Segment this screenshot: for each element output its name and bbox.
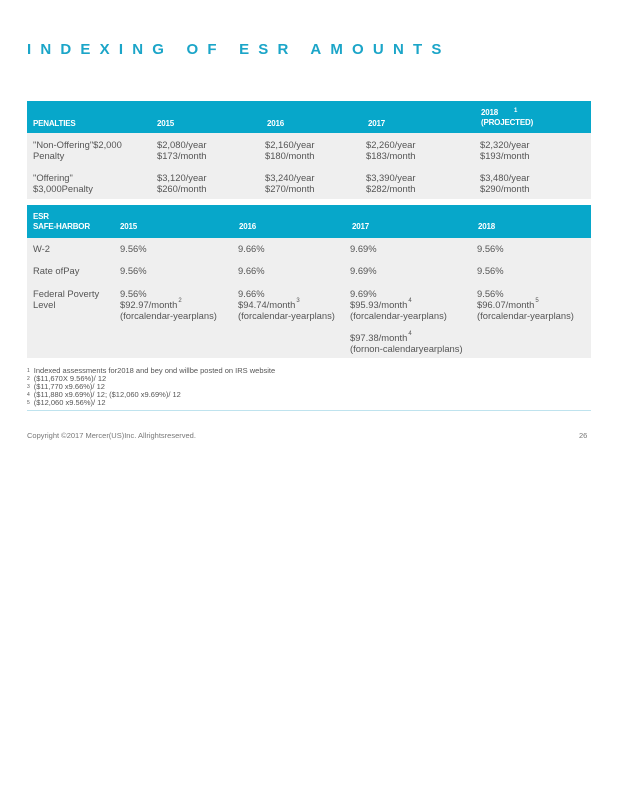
cell-2018-rate: 9.56% (477, 288, 504, 299)
header-esr: ESR (33, 212, 49, 221)
footnote-text: ($11,770 x9.66%)/ 12 (33, 382, 105, 391)
header-2015: 2015 (157, 119, 174, 128)
footnote-mark: 3 (27, 384, 30, 390)
amount-text: $97.38/month (350, 332, 408, 343)
cell-2017: $282/month (366, 183, 416, 194)
footnote-mark: 4 (408, 331, 412, 337)
cell-2018: $290/month (480, 183, 530, 194)
cell-2018: $2,320/year (480, 139, 530, 150)
cell-2018-note: (forcalendar-yearplans) (477, 310, 574, 321)
copyright: Copyright ©2017 Mercer(US)Inc. Allrightsreserved. (27, 431, 196, 440)
cell-2015: 9.56% (120, 243, 147, 254)
row-label-fpl-line2: Level (33, 299, 56, 310)
amount-text: $95.93/month (350, 299, 408, 310)
cell-2017-rate: 9.69% (350, 288, 377, 299)
footnote-mark: 2 (27, 376, 30, 382)
cell-2018: $3,480/year (480, 172, 530, 183)
header-2015: 2015 (120, 222, 137, 231)
cell-2017-extra-amount (350, 332, 412, 343)
cell-2016: 9.66% (238, 265, 265, 276)
footnote-mark: 4 (408, 298, 412, 304)
header-penalties: PENALTIES (33, 119, 76, 128)
header-2018: 2018 (478, 222, 495, 231)
header-safe-harbor: SAFE-HARBOR (33, 222, 90, 231)
footnote-mark: 2 (178, 298, 182, 304)
footnote-text: ($11,880 x9.69%)/ 12; ($12,060 x9.69%)/ 12 (33, 390, 181, 399)
cell-2016-amount (238, 299, 300, 310)
penalties-header (27, 101, 591, 133)
cell-2015: $3,120/year (157, 172, 207, 183)
footer-divider (27, 410, 591, 411)
cell-2016-rate: 9.66% (238, 288, 265, 299)
cell-2017-amount (350, 299, 412, 310)
footnote-text: Indexed assessments for2018 and bey ond willbe posted on IRS website (33, 366, 276, 375)
cell-2015-note: (forcalendar-yearplans) (120, 310, 217, 321)
cell-2017-note: (forcalendar-yearplans) (350, 310, 447, 321)
penalties-body (27, 133, 591, 199)
cell-2015-rate: 9.56% (120, 288, 147, 299)
footnote-mark: 5 (535, 298, 539, 304)
footnote-mark: 3 (296, 298, 300, 304)
cell-2016: $180/month (265, 150, 315, 161)
cell-2016: $3,240/year (265, 172, 315, 183)
cell-2016-note: (forcalendar-yearplans) (238, 310, 335, 321)
cell-2018: 9.56% (477, 243, 504, 254)
cell-2015-amount (120, 299, 182, 310)
row-label-line1: "Non-Offering"$2,000 (33, 139, 122, 150)
header-2017: 2017 (352, 222, 369, 231)
footnote-text: ($12,060 x9.56%)/ 12 (33, 398, 106, 407)
amount-text: $92.97/month (120, 299, 178, 310)
header-2018-year: 2018 (481, 108, 498, 117)
footnote-5 (27, 399, 106, 407)
cell-2015: $2,080/year (157, 139, 207, 150)
footnote-mark: 1 (514, 108, 518, 114)
cell-2015: $260/month (157, 183, 207, 194)
safe-harbor-table (27, 205, 591, 358)
row-label-w2: W-2 (33, 243, 51, 254)
cell-2018: 9.56% (477, 265, 504, 276)
header-projected: (PROJECTED) (481, 118, 534, 127)
cell-2015: $173/month (157, 150, 207, 161)
page-number: 26 (579, 431, 588, 440)
safe-harbor-header (27, 205, 591, 238)
footnote-mark: 5 (27, 400, 30, 406)
cell-2016: $270/month (265, 183, 315, 194)
header-2016: 2016 (267, 119, 284, 128)
row-label-fpl-line1: Federal Poverty (33, 288, 100, 299)
cell-2017: $3,390/year (366, 172, 416, 183)
header-2017: 2017 (368, 119, 385, 128)
penalties-table (27, 101, 591, 199)
cell-2017-extra-note: (fornon-calendaryearplans) (350, 343, 463, 354)
cell-2018: $193/month (480, 150, 530, 161)
footnote-mark: 1 (27, 368, 30, 374)
row-label-line1: "Offering" (33, 172, 73, 183)
header-2018 (481, 108, 517, 117)
amount-text: $94.74/month (238, 299, 296, 310)
cell-2017: 9.69% (350, 265, 377, 276)
cell-2017: $183/month (366, 150, 416, 161)
row-label-line2: Penalty (33, 150, 65, 161)
cell-2017: 9.69% (350, 243, 377, 254)
cell-2018-amount (477, 299, 539, 310)
row-label-rate-of-pay: Rate ofPay (33, 265, 80, 276)
amount-text: $96.07/month (477, 299, 535, 310)
footnote-mark: 4 (27, 392, 30, 398)
cell-2017: $2,260/year (366, 139, 416, 150)
header-2016: 2016 (239, 222, 256, 231)
footnote-text: ($11,670X 9.56%)/ 12 (33, 374, 107, 383)
page-title: INDEXING OF ESR AMOUNTS (27, 41, 451, 58)
row-label-line2: $3,000Penalty (33, 183, 93, 194)
cell-2016: $2,160/year (265, 139, 315, 150)
safe-harbor-body (27, 238, 591, 358)
cell-2016: 9.66% (238, 243, 265, 254)
cell-2015: 9.56% (120, 265, 147, 276)
